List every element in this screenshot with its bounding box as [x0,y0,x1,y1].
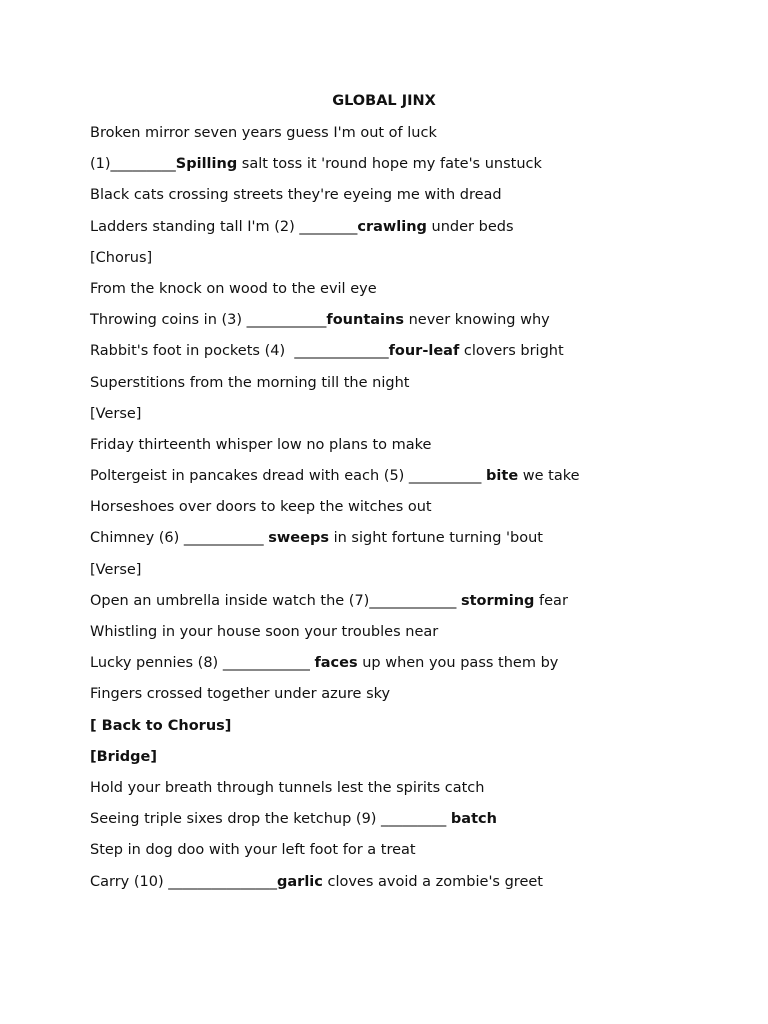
lyric-text: Carry (10) _______________ [90,873,277,890]
lyric-line [90,717,728,748]
answer-word: faces [314,655,358,672]
lyric-line [90,249,728,280]
lyric-text: Horseshoes over doors to keep the witches out [90,499,432,516]
answer-word: batch [450,811,497,828]
lyric-text: [Verse] [90,405,142,422]
lyric-text-continued: clovers bright [459,343,564,360]
lyric-line [90,498,728,529]
lyric-line [90,685,728,716]
lyric-line [90,623,728,654]
lyric-text: Broken mirror seven years guess I'm out of luck [90,125,437,141]
lyric-text: Lucky pennies (8) ____________ [90,655,315,672]
lyric-line [90,467,728,498]
lyric-text: Poltergeist in pancakes dread with each (5) __________ [90,468,487,485]
lyric-line [90,155,728,186]
answer-word: four-leaf [388,343,460,360]
lyric-text-continued: never knowing why [403,312,550,329]
lyric-line [90,748,728,779]
lyric-text-continued: in sight fortune turning 'bout [329,530,543,547]
lyric-line [90,374,728,405]
answer-word: garlic [277,873,323,890]
lyric-text-continued: salt toss it 'round hope my fate's unstuck [237,156,542,173]
answer-word: bite [486,468,519,485]
lyric-text: Whistling in your house soon your troubles near [90,624,439,640]
song-title: GLOBAL JINX [332,93,436,109]
lyric-text-continued: up when you pass them by [357,655,559,672]
lyric-text: [Verse] [90,561,142,578]
lyric-line [90,779,728,810]
lyric-text: Step in dog doo with your left foot for a treat [90,842,416,859]
lyric-text: Chimney (6) ___________ [90,530,269,547]
lyric-text: Throwing coins in (3) ___________ [90,312,327,329]
answer-word: crawling [357,218,427,235]
lyric-line [90,405,728,436]
lyric-line [90,280,728,311]
lyric-text: Open an umbrella inside watch the (7)____________ [90,592,461,609]
lyric-line [90,561,728,592]
answer-word: storming [460,592,535,609]
lyric-text: Ladders standing tall I'm (2) ________ [90,218,358,235]
lyric-line [90,654,728,685]
lyric-text: Hold your breath through tunnels lest the spirits catch [90,779,485,796]
lyric-line [90,311,728,342]
lyric-line [90,841,728,872]
lyric-line [90,218,728,249]
lyric-line [90,529,728,560]
lyric-text: Rabbit's foot in pockets (4) _____________ [90,343,389,360]
lyric-line [90,873,728,904]
lyric-text-continued: cloves avoid a zombie's greet [322,873,543,890]
lyrics-body [90,124,728,904]
lyric-text: [Chorus] [90,249,153,266]
lyric-text: Fingers crossed together under azure sky [90,686,391,703]
lyric-text-continued: fear [534,592,568,609]
lyric-text: Friday thirteenth whisper low no plans to make [90,436,432,453]
lyric-text-continued: under beds [426,218,514,235]
answer-word: sweeps [268,530,329,547]
lyric-line [90,810,728,841]
lyric-text: Seeing triple sixes drop the ketchup (9) _________ [90,811,451,828]
lyric-line [90,342,728,373]
lyric-line [90,436,728,467]
lyric-text: Superstitions from the morning till the night [90,374,410,391]
lyric-text: From the knock on wood to the evil eye [90,280,377,297]
lyric-text-continued: we take [518,468,580,485]
lyric-text: Black cats crossing streets they're eyeing me with dread [90,187,502,204]
answer-word: [Bridge] [90,748,158,765]
lyric-text: (1)_________ [90,156,176,173]
lyric-line [90,592,728,623]
answer-word: [ Back to Chorus] [90,717,232,734]
lyric-line [90,124,728,155]
answer-word: fountains [326,312,404,329]
answer-word: Spilling [175,156,238,173]
lyric-line [90,186,728,217]
